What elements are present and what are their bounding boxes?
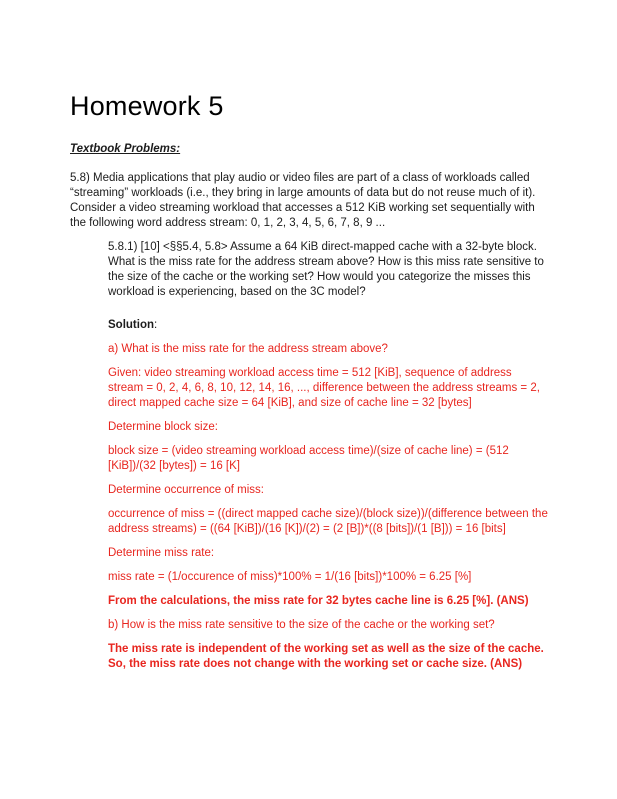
document-content <box>70 91 548 681</box>
given-statement: Given: video streaming workload access time = 512 [KiB], sequence of address stream = 0, 2, 4, 6, 8, 10, 12, 14, 16, ..., difference between the address streams = 2, direct mapped cache size = 64 [KiB], and size of cache line = 32 [bytes] <box>108 367 540 410</box>
solution-label-text: Solution <box>108 319 154 332</box>
step1-calculation: block size = (video streaming workload access time)/(size of cache line) = (512 [KiB])/(32 [bytes]) = 16 [K] <box>108 445 509 473</box>
solution-label <box>108 318 548 333</box>
solution-label-colon: : <box>154 319 158 332</box>
step2-label: Determine occurrence of miss: <box>108 484 264 497</box>
step3-calculation: miss rate = (1/occurence of miss)*100% = 1/(16 [bits])*100% = 6.25 [%] <box>108 571 472 584</box>
step3-label: Determine miss rate: <box>108 547 215 560</box>
part-a-question: a) What is the miss rate for the address stream above? <box>108 343 388 356</box>
page-title: Homework 5 <box>70 91 224 121</box>
problem-solution-block <box>108 240 548 672</box>
step1-label: Determine block size: <box>108 421 218 434</box>
answer-b: The miss rate is independent of the working set as well as the size of the cache. So, the miss rate does not change with the working set or cache size. (ANS) <box>108 643 544 671</box>
section-heading: Textbook Problems: <box>70 143 181 156</box>
answer-a: From the calculations, the miss rate for 32 bytes cache line is 6.25 [%]. (ANS) <box>108 595 529 608</box>
step2-calculation: occurrence of miss = ((direct mapped cache size)/(block size))/(difference between the address streams) = ((64 [KiB])/(16 [K])/(2) = (2 [B])*((8 [bits])/(1 [B])) = 16 [bits] <box>108 508 548 536</box>
part-b-question: b) How is the miss rate sensitive to the size of the cache or the working set? <box>108 619 495 632</box>
problem-intro-paragraph: 5.8) Media applications that play audio or video files are part of a class of workloads called “streaming” workloads (i.e., they bring in large amounts of data but do not reuse much of it). Consider a video streaming workload that accesses a 512 KiB working set sequentially with the following word address stream: 0, 1, 2, 3, 4, 5, 6, 7, 8, 9 ... <box>70 172 536 230</box>
subproblem-statement: 5.8.1) [10] <§§5.4, 5.8> Assume a 64 KiB direct-mapped cache with a 32-byte block. What is the miss rate for the address stream above? How is this miss rate sensitive to the size of the cache or the working set? How would you categorize the misses this workload is experiencing, based on the 3C model? <box>108 241 544 299</box>
